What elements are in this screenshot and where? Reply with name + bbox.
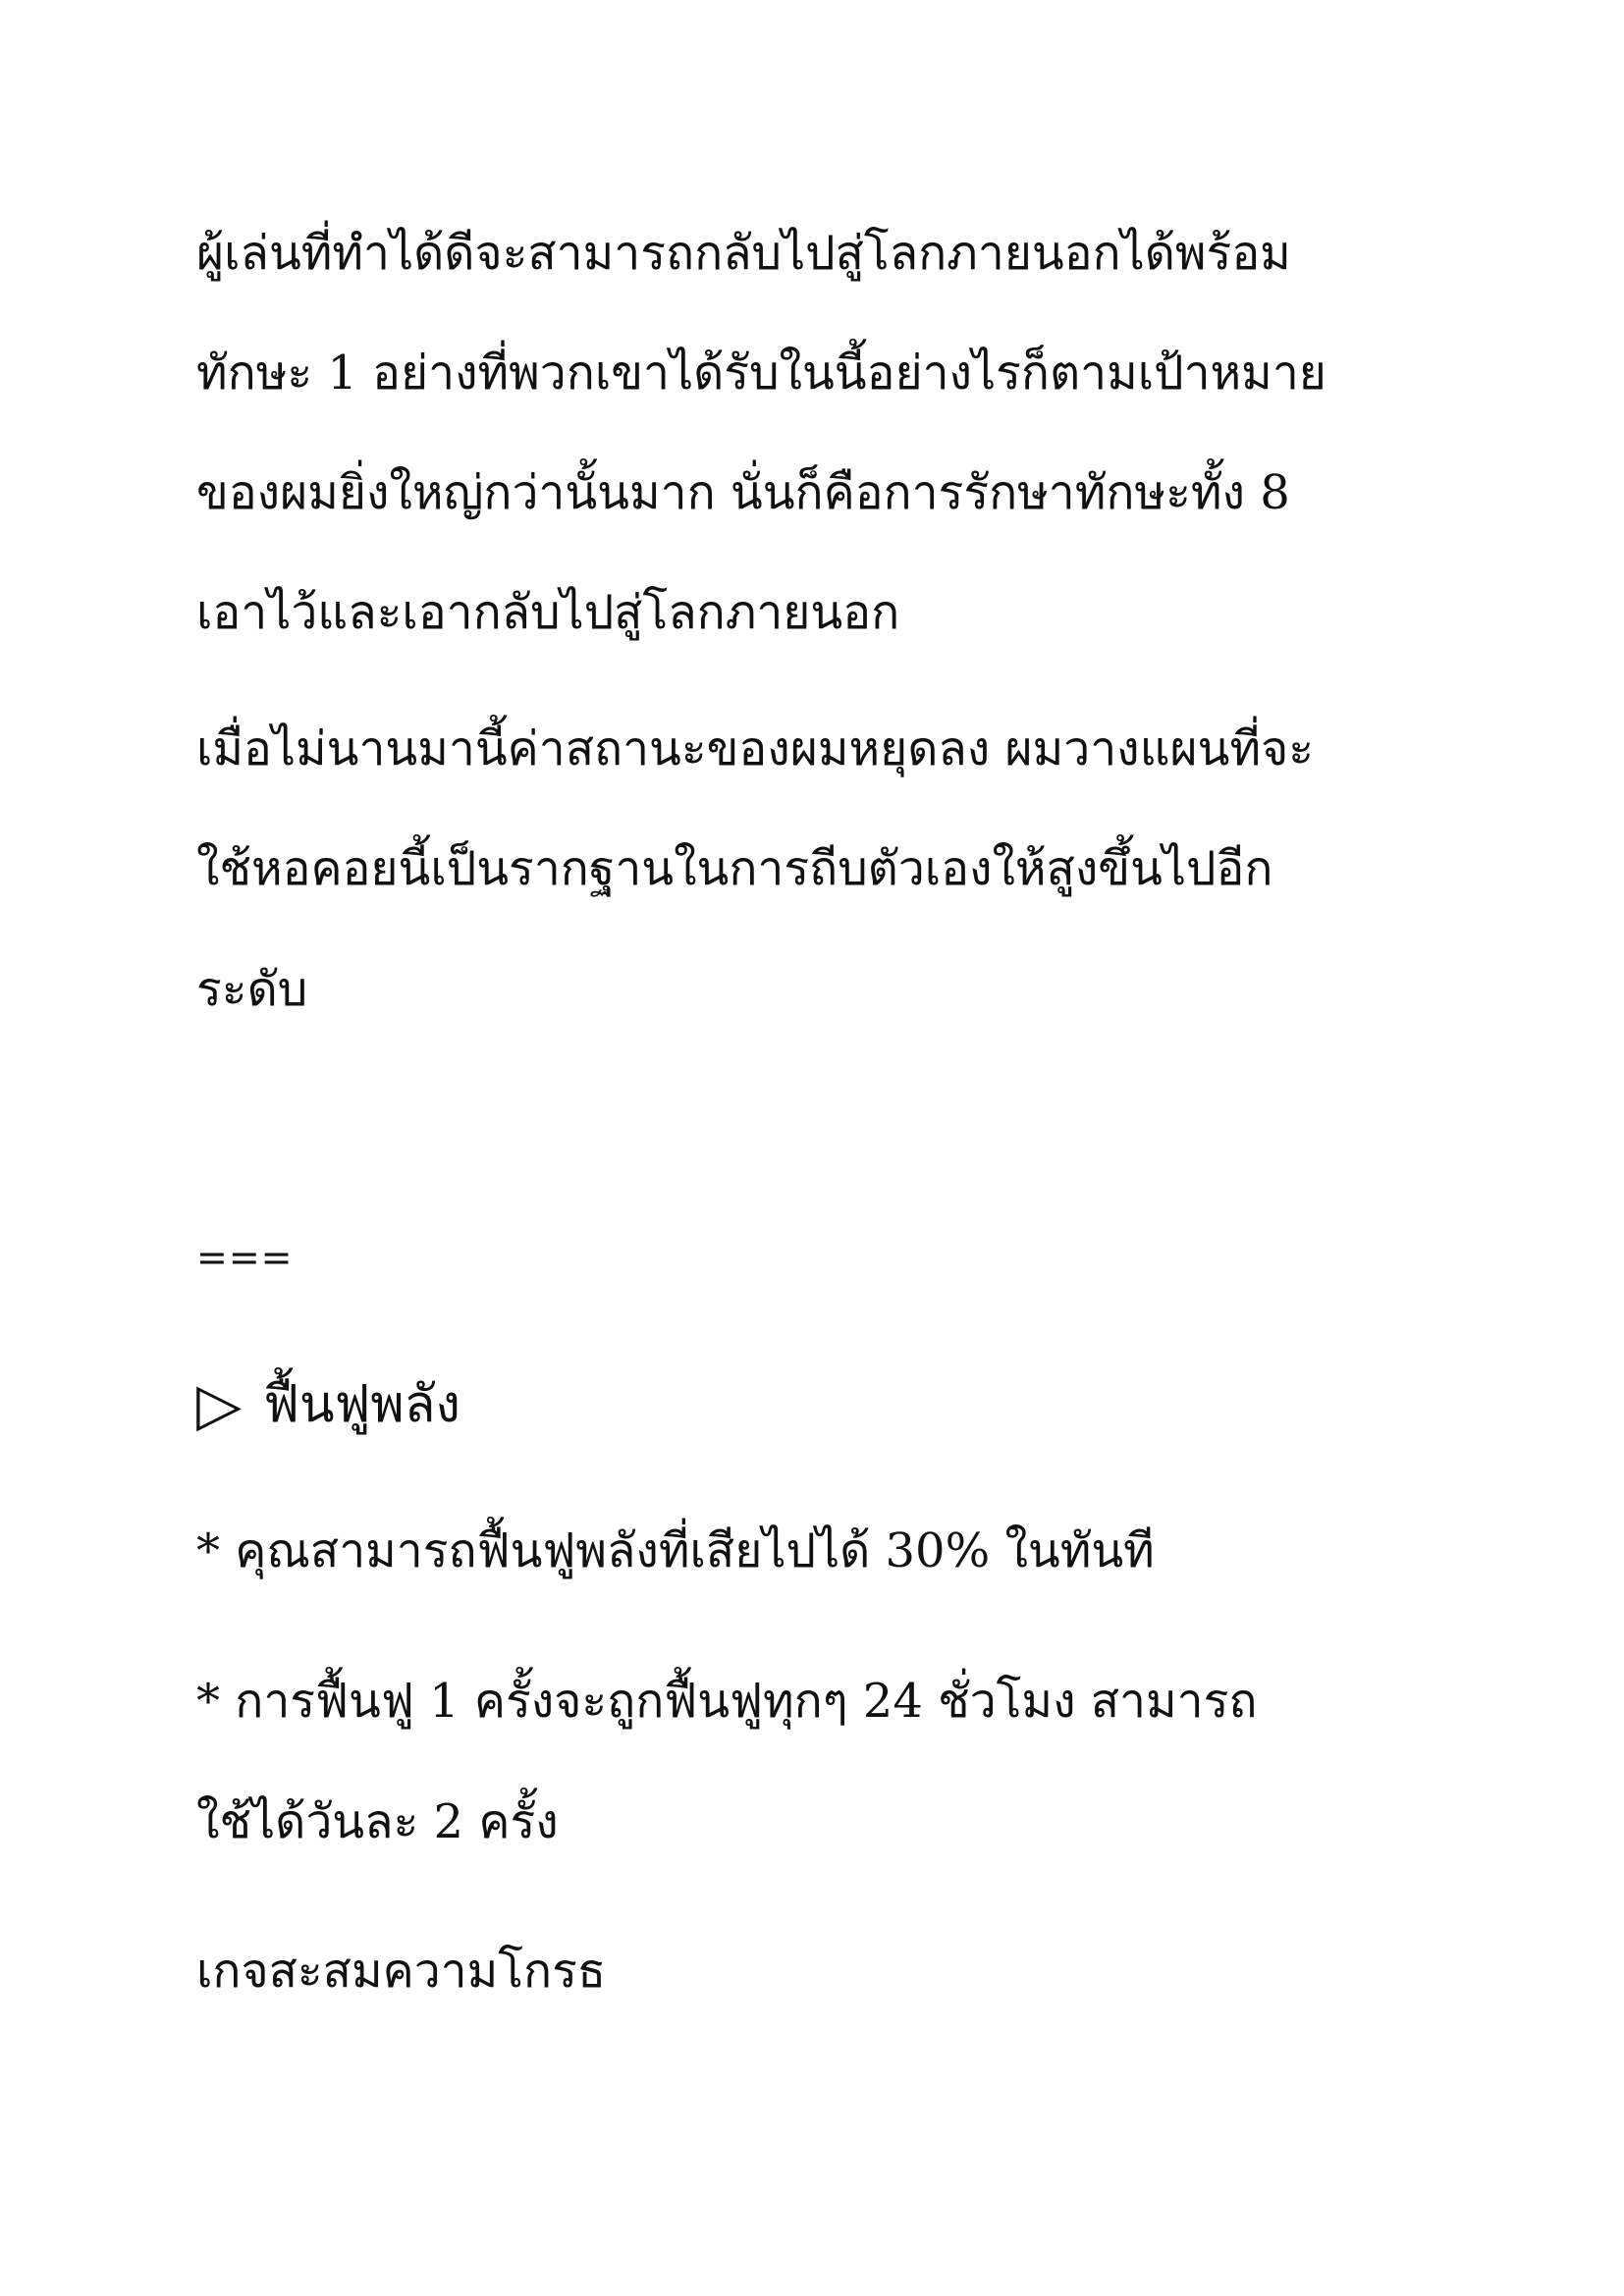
section-separator: === [196, 1236, 294, 1279]
paragraph-1-line-2: ทักษะ 1 อย่างที่พวกเขาได้รับในนี้อย่างไรก็ตามเป้าหมาย [196, 346, 1326, 400]
skill-title: ฟื้นฟูพลัง [263, 1375, 460, 1434]
skill-heading [196, 1370, 460, 1440]
paragraph-1-line-4: เอาไว้และเอากลับไปสู่โลกภายนอก [196, 585, 900, 640]
skill-detail-line-2: * การฟื้นฟู 1 ครั้งจะถูกฟื้นฟูทุกๆ 24 ชั่วโมง สามารถ [196, 1674, 1258, 1729]
paragraph-2-line-3: ระดับ [196, 962, 308, 1017]
triangle-right-icon: ▷ [196, 1370, 243, 1440]
rage-gauge-line: เกจสะสมความโกรธ [196, 1944, 607, 1999]
paragraph-2-line-1: เมื่อไม่นานมานี้ค่าสถานะของผมหยุดลง ผมวางแผนที่จะ [196, 721, 1315, 776]
skill-detail-line-3: ใช้ได้วันละ 2 ครั้ง [196, 1794, 559, 1849]
paragraph-1-line-1: ผู้เล่นที่ทำได้ดีจะสามารถกลับไปสู่โลกภายนอกได้พร้อม [196, 226, 1291, 281]
skill-detail-line-1: * คุณสามารถฟื้นฟูพลังที่เสียไปได้ 30% ในทันที [196, 1523, 1155, 1578]
paragraph-2-line-2: ใช้หอคอยนี้เป็นรากฐานในการถีบตัวเองให้สูงขึ้นไปอีก [196, 841, 1273, 896]
paragraph-1-line-3: ของผมยิ่งใหญ่กว่านั้นมาก นั่นก็คือการรักษาทักษะทั้ง 8 [196, 465, 1290, 520]
